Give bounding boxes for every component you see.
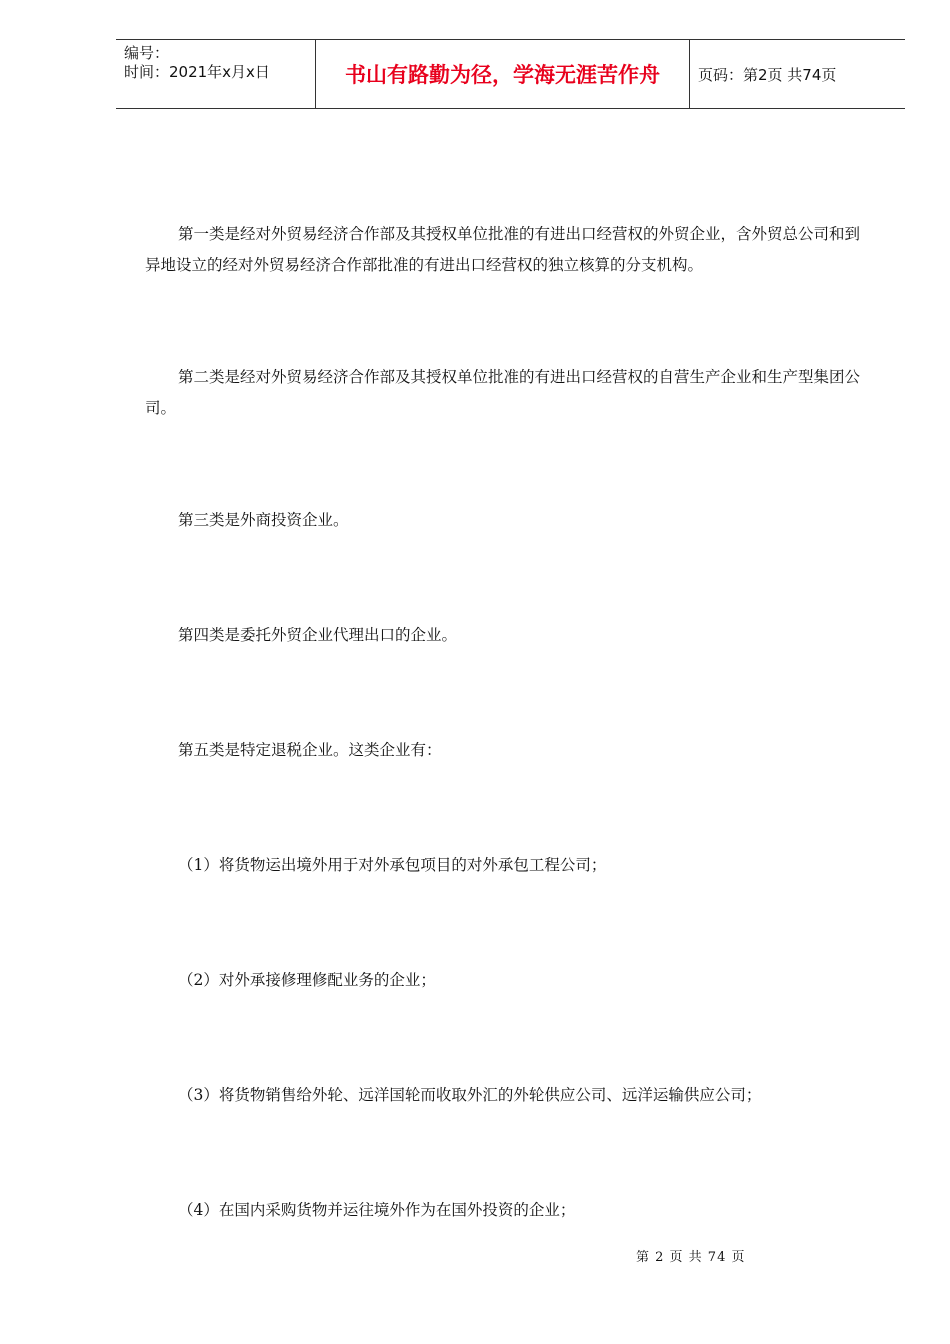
- header-time-label: 时间：2021年x月x日: [124, 63, 270, 81]
- header-page-label: 页码：第2页 共74页: [698, 65, 837, 84]
- list-item-4: （4）在国内采购货物并运往境外作为在国外投资的企业；: [178, 1201, 576, 1219]
- header-number-label: 编号：: [124, 44, 170, 62]
- header-motto: 书山有路勤为径，学海无涯苦作舟: [316, 40, 690, 108]
- list-item-2: （2）对外承接修理修配业务的企业；: [178, 971, 436, 989]
- paragraph-2: 第二类是经对外贸易经济合作部及其授权单位批准的有进出口经营权的自营生产企业和生产型集团公司。: [145, 368, 861, 417]
- paragraph-5: 第五类是特定退税企业。这类企业有：: [178, 741, 442, 759]
- header-meta-cell: [116, 40, 316, 108]
- paragraph-1: 第一类是经对外贸易经济合作部及其授权单位批准的有进出口经营权的外贸企业，含外贸总公司和到异地设立的经对外贸易经济合作部批准的有进出口经营权的独立核算的分支机构。: [145, 225, 861, 274]
- paragraph-4: 第四类是委托外贸企业代理出口的企业。: [178, 626, 458, 644]
- list-item-3: （3）将货物销售给外轮、远洋国轮而收取外汇的外轮供应公司、远洋运输供应公司；: [178, 1086, 762, 1104]
- list-item-1: （1）将货物运出境外用于对外承包项目的对外承包工程公司；: [178, 856, 607, 874]
- page-footer: 第 2 页 共 74 页: [636, 1250, 746, 1265]
- paragraph-3: 第三类是外商投资企业。: [178, 511, 349, 529]
- page-header: [116, 39, 905, 109]
